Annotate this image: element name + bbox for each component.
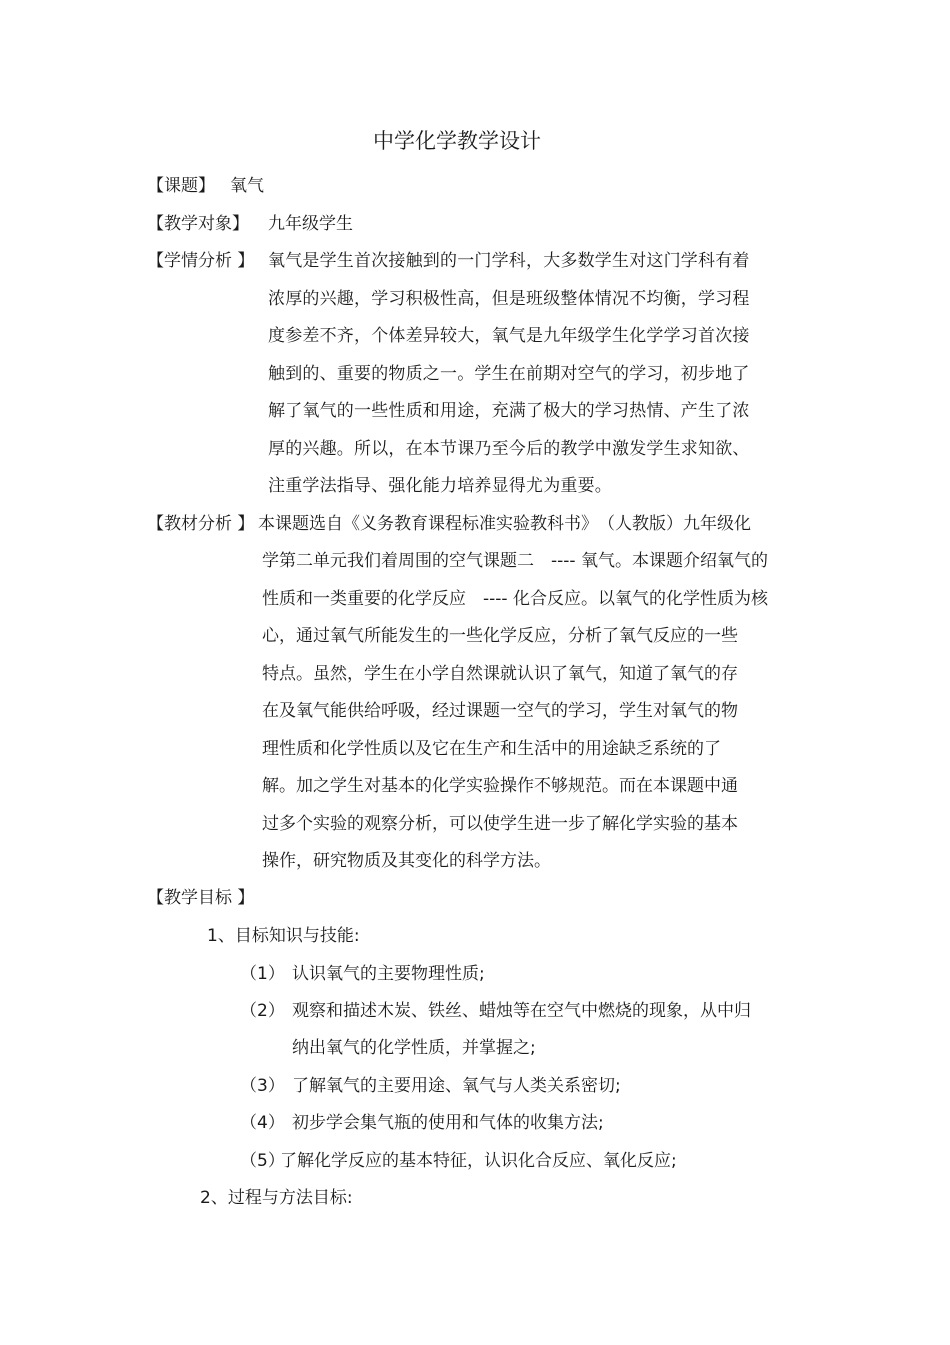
material-analysis-line: 性质和一类重要的化学反应 ---- 化合反应。以氧气的化学性质为核 [262,589,768,609]
material-analysis-line: 理性质和化学性质以及它在生产和生活中的用途缺乏系统的了 [262,739,721,759]
material-analysis-line: 学第二单元我们着周围的空气课题二 ---- 氧气。本课题介绍氧气的 [262,551,768,571]
objective-item-text: 认识氧气的主要物理性质; [292,964,485,984]
learner-analysis-label: 【学情分析 】 [147,251,255,271]
topic-value: 氧气 [230,176,264,196]
objective-item-number: （3） [240,1076,285,1096]
learner-analysis-line: 氧气是学生首次接触到的一门学科，大多数学生对这门学科有着 [268,251,750,271]
objectives-section-knowledge: 1、目标知识与技能: [207,926,360,946]
topic-label: 【课题】 [147,176,215,196]
material-analysis-label: 【教材分析 】 [147,514,255,534]
material-analysis-line: 解。加之学生对基本的化学实验操作不够规范。而在本课题中通 [262,776,738,796]
audience-label: 【教学对象】 [147,214,249,234]
learner-analysis-line: 解了氧气的一些性质和用途，充满了极大的学习热情、产生了浓 [268,401,750,421]
material-analysis-line: 本课题选自《义务教育课程标准实验教科书》 （人教版）九年级化 [258,514,751,534]
learner-analysis-line: 度参差不齐，个体差异较大，氧气是九年级学生化学学习首次接 [268,326,750,346]
material-analysis-line: 特点。虽然，学生在小学自然课就认识了氧气，知道了氧气的存 [262,664,738,684]
learner-analysis-line: 触到的、重要的物质之一。学生在前期对空气的学习，初步地了 [268,364,750,384]
learner-analysis-line: 厚的兴趣。所以，在本节课乃至今后的教学中激发学生求知欲、 [268,439,750,459]
objectives-label: 【教学目标 】 [147,888,255,908]
material-analysis-line: 过多个实验的观察分析，可以使学生进一步了解化学实验的基本 [262,814,738,834]
objective-item-text: 初步学会集气瓶的使用和气体的收集方法; [292,1113,604,1133]
material-analysis-line: 操作，研究物质及其变化的科学方法。 [262,851,551,871]
objective-item-text: 观察和描述木炭、铁丝、蜡烛等在空气中燃烧的现象，从中归 [292,1001,751,1021]
objectives-section-process: 2、过程与方法目标: [200,1188,353,1208]
objective-item-number: （2） [240,1001,285,1021]
objective-item-number: （4） [240,1113,285,1133]
objective-item-number: （5） [240,1151,285,1171]
objective-item-continuation: 纳出氧气的化学性质，并掌握之; [292,1038,536,1058]
objective-item-number: （1） [240,964,285,984]
learner-analysis-line: 注重学法指导、强化能力培养显得尤为重要。 [268,476,612,496]
audience-value: 九年级学生 [268,214,353,234]
material-analysis-line: 心，通过氧气所能发生的一些化学反应，分析了氧气反应的一些 [262,626,738,646]
learner-analysis-line: 浓厚的兴趣，学习积极性高，但是班级整体情况不均衡，学习程 [268,289,750,309]
material-analysis-line: 在及氧气能供给呼吸，经过课题一空气的学习，学生对氧气的物 [262,701,738,721]
objective-item-text: 了解化学反应的基本特征，认识化合反应、氧化反应; [280,1151,677,1171]
objective-item-text: 了解氧气的主要用途、氧气与人类关系密切; [292,1076,621,1096]
document-title: 中学化学教学设计 [373,129,541,153]
